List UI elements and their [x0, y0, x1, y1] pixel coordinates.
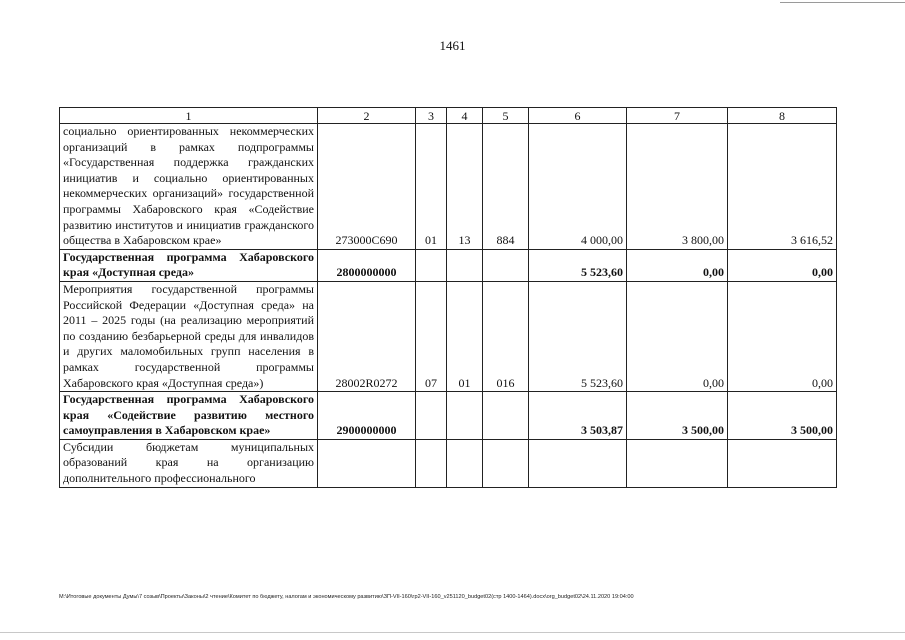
- row-expense-type-cell: 016: [483, 281, 529, 391]
- header-cell: 1: [60, 108, 318, 124]
- table-row: [60, 249, 837, 281]
- row-value-8-cell: 3 500,00: [728, 392, 837, 440]
- row-value-6-cell: 4 000,00: [529, 124, 627, 250]
- table-row: [60, 392, 837, 440]
- row-name-cell: Мероприятия государственной программы Российской Федерации «Доступная среда» на 2011 – 2025 годы (на реализацию мероприятий по созданию безбарьерной среды для инвалидов и других маломобильных групп населения в рамках государственной программы Хабаровского края «Доступная среда»): [60, 281, 318, 391]
- row-name-cell: Государственная программа Хабаровского края «Доступная среда»: [60, 249, 318, 281]
- row-name-cell: социально ориентированных некоммерческих организаций в рамках подпрограммы «Государственная поддержка гражданских инициатив и социально ориентированных некоммерческих организаций» государственной программы Хабаровского края «Содействие развитию институтов и инициатив гражданского общества в Хабаровском крае»: [60, 124, 318, 250]
- row-value-6-cell: [529, 439, 627, 487]
- header-cell: 7: [627, 108, 728, 124]
- table-row: [60, 439, 837, 487]
- row-section-cell: 07: [416, 281, 447, 391]
- document-file-path: М:\Итоговые документы Думы\7 созыв\Проекты\Законы\2 чтение\Комитет по бюджету, налогам и экономическому развитию\ЗП-VII-160\гр2-VII-160_v251120_budget02(стр 1400-1464).docx\org_budget02\24.11.2020 19:04:00: [59, 594, 634, 600]
- table-row: [60, 281, 837, 391]
- row-value-8-cell: 3 616,52: [728, 124, 837, 250]
- row-code-cell: 28002R0272: [318, 281, 416, 391]
- row-name-cell: Субсидии бюджетам муниципальных образований края на организацию дополнительного профессионального: [60, 439, 318, 487]
- row-code-cell: [318, 439, 416, 487]
- row-section-cell: 01: [416, 124, 447, 250]
- row-code-cell: 273000С690: [318, 124, 416, 250]
- row-value-7-cell: 0,00: [627, 281, 728, 391]
- row-subsection-cell: [447, 249, 483, 281]
- row-value-7-cell: 3 500,00: [627, 392, 728, 440]
- row-value-8-cell: [728, 439, 837, 487]
- budget-table: [59, 107, 837, 488]
- row-code-cell: 2800000000: [318, 249, 416, 281]
- row-value-7-cell: 0,00: [627, 249, 728, 281]
- page-number: 1461: [439, 38, 466, 53]
- row-value-8-cell: 0,00: [728, 281, 837, 391]
- row-value-7-cell: 3 800,00: [627, 124, 728, 250]
- row-expense-type-cell: [483, 439, 529, 487]
- row-subsection-cell: 01: [447, 281, 483, 391]
- row-section-cell: [416, 392, 447, 440]
- row-subsection-cell: [447, 392, 483, 440]
- bottom-rule: [0, 632, 905, 633]
- row-section-cell: [416, 249, 447, 281]
- row-subsection-cell: 13: [447, 124, 483, 250]
- row-value-7-cell: [627, 439, 728, 487]
- row-code-cell: 2900000000: [318, 392, 416, 440]
- header-cell: 5: [483, 108, 529, 124]
- row-expense-type-cell: 884: [483, 124, 529, 250]
- row-subsection-cell: [447, 439, 483, 487]
- header-cell: 4: [447, 108, 483, 124]
- row-value-6-cell: 5 523,60: [529, 281, 627, 391]
- header-cell: 2: [318, 108, 416, 124]
- row-name-cell: Государственная программа Хабаровского края «Содействие развитию местного самоуправления в Хабаровском крае»: [60, 392, 318, 440]
- row-value-6-cell: 5 523,60: [529, 249, 627, 281]
- table-row: [60, 124, 837, 250]
- header-cell: 3: [416, 108, 447, 124]
- row-value-6-cell: 3 503,87: [529, 392, 627, 440]
- header-cell: 8: [728, 108, 837, 124]
- row-expense-type-cell: [483, 249, 529, 281]
- header-cell: 6: [529, 108, 627, 124]
- row-expense-type-cell: [483, 392, 529, 440]
- top-rule: [780, 2, 905, 3]
- table-header-row: [60, 108, 837, 124]
- row-section-cell: [416, 439, 447, 487]
- row-value-8-cell: 0,00: [728, 249, 837, 281]
